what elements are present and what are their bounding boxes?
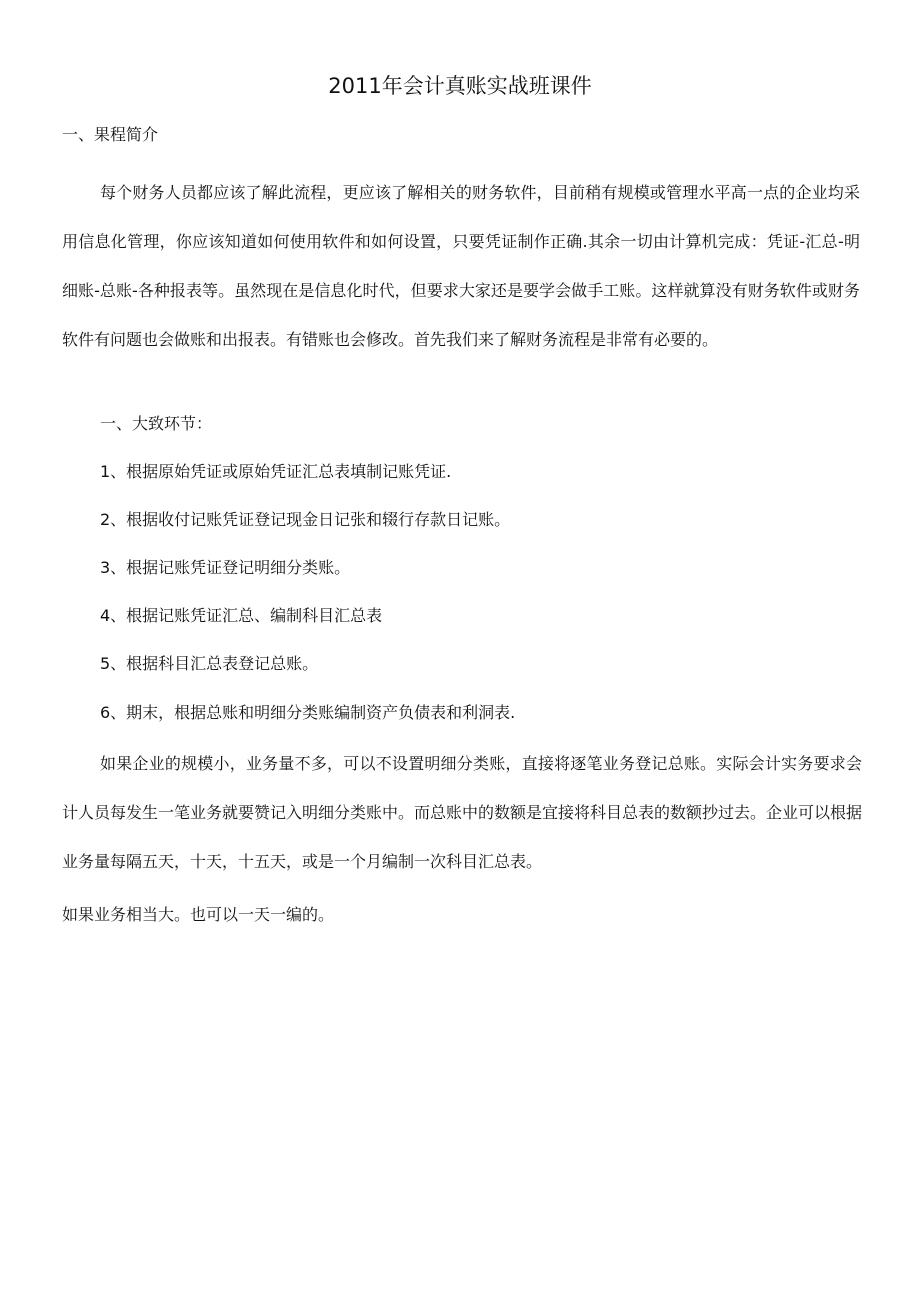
note-paragraph: 如果企业的规模小，业务量不多，可以不设置明细分类账，直接将逐笔业务登记总账。实际会计实务要求会计人员每发生一笔业务就要赞记入明细分类账中。而总账中的数额是宜接将科目总表的数额抄过去。企业可以根据业务量每隔五天，十天，十五天，或是一个月编制一次科目汇总表。	[62, 754, 863, 871]
step-item-5: 5、根据科目汇总表登记总账。	[100, 654, 319, 673]
subheading: 一、大致环节：	[100, 414, 213, 433]
document-title: 2011年会计真账实战班课件	[328, 74, 592, 98]
step-item-6: 6、期末，根据总账和明细分类账编制资产负债表和利洞表.	[100, 703, 516, 722]
closing-line: 如果业务相当大。也可以一天一编的。	[62, 905, 335, 924]
step-item-2: 2、根据收付记账凭证登记现金日记张和辍行存款日记账。	[100, 510, 511, 529]
step-item-4: 4、根据记账凭证汇总、编制科目汇总表	[100, 606, 383, 625]
intro-paragraph: 每个财务人员都应该了解此流程，更应该了解相关的财务软件，目前稍有规模或管理水平高一点的企业均采用信息化管理，你应该知道如何使用软件和如何设置，只要凭证制作正确.其余一切由计算机完成：凭证-汇总-明细账-总账-各种报表等。虽然现在是信息化时代，但要求大家还是要学会做手工账。这样就算没有财务软件或财务软件有问题也会做账和出报表。有错账也会修改。首先我们来了解财务流程是非常有必要的。	[62, 183, 860, 349]
step-item-1: 1、根据原始凭证或原始凭证汇总表填制记账凭证.	[100, 462, 452, 481]
section-heading: 一、果程简介	[62, 125, 159, 144]
step-item-3: 3、根据记账凭证登记明细分类账。	[100, 558, 351, 577]
